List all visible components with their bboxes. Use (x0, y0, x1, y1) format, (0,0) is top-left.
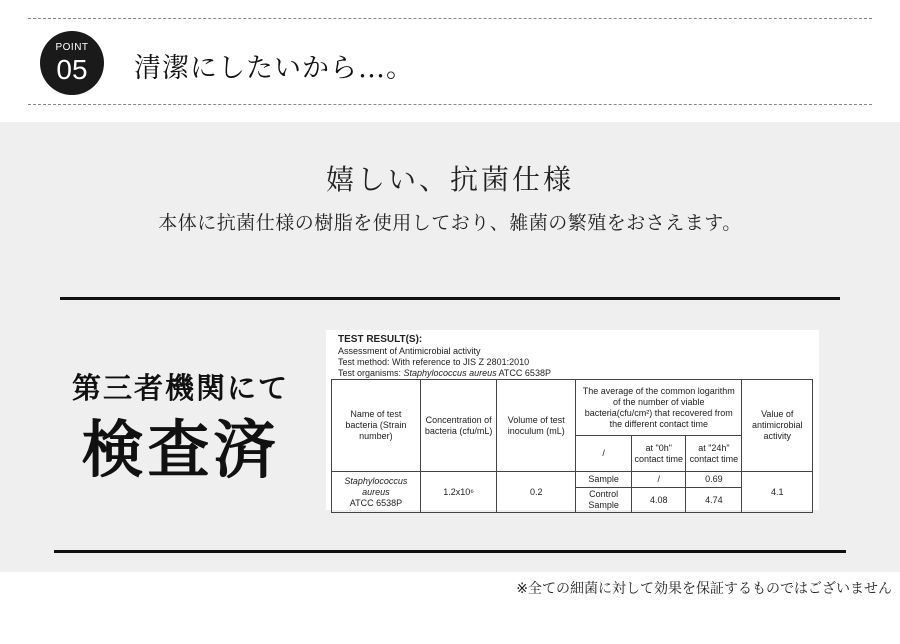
report-method: Test method: With reference to JIS Z 2801:2010 (338, 357, 530, 367)
cell-volume: 0.2 (497, 472, 576, 513)
header-at-24h: at "24h" contact time (686, 436, 742, 472)
cell-sample-24h: 0.69 (686, 472, 742, 488)
badge-point-label: POINT (55, 42, 89, 53)
disclaimer-footnote: ※全ての細菌に対して効果を保証するものではございません (516, 581, 892, 597)
test-result-table (331, 379, 813, 513)
cell-sample-0h: / (632, 472, 686, 488)
cell-concentration: 1.2x10⁶ (420, 472, 497, 513)
feature-description: 本体に抗菌仕様の樹脂を使用しており、雑菌の繁殖をおさえます。 (158, 212, 742, 234)
lower-rule (54, 550, 846, 553)
top-dotted-divider (28, 18, 872, 19)
header-slash: / (576, 436, 632, 472)
bottom-dotted-divider (28, 104, 872, 105)
upper-rule (60, 297, 840, 300)
section-heading: 清潔にしたいから…。 (134, 53, 414, 84)
test-report-image (326, 330, 819, 510)
header-at-0h: at "0h" contact time (632, 436, 686, 472)
third-party-label: 第三者機関にて (71, 371, 289, 405)
point-badge (40, 31, 104, 95)
report-organisms (338, 368, 551, 378)
cell-control-label: Control Sample (576, 488, 632, 513)
header-average: The average of the common logarithm of the number of viable bacteria(cfu/cm²) that recovered from the different contact time (576, 380, 742, 436)
header-volume: Volume of test inoculum (mL) (497, 380, 576, 472)
report-assessment: Assessment of Antimicrobial activity (338, 346, 481, 356)
header-strain: Name of test bacteria (Strain number) (332, 380, 421, 472)
organisms-name: Staphylococcus aureus (403, 368, 497, 378)
cell-control-24h: 4.74 (686, 488, 742, 513)
cell-sample-label: Sample (576, 472, 632, 488)
cell-activity: 4.1 (742, 472, 813, 513)
report-title: TEST RESULT(S): (338, 334, 423, 345)
organisms-suffix: ATCC 6538P (496, 368, 551, 378)
strain-number: ATCC 6538P (349, 497, 403, 508)
feature-subtitle: 嬉しい、抗菌仕様 (325, 163, 574, 196)
tested-label: 検査済 (81, 413, 280, 486)
cell-strain (332, 472, 421, 513)
cell-control-0h: 4.08 (632, 488, 686, 513)
header-concentration: Concentration of bacteria (cfu/mL) (420, 380, 497, 472)
badge-number: 05 (56, 54, 88, 85)
header-activity-value: Value of antimicrobial activity (742, 380, 813, 472)
strain-name: Staphylococcus aureus (344, 475, 408, 497)
organisms-prefix: Test organisms: (338, 368, 404, 378)
